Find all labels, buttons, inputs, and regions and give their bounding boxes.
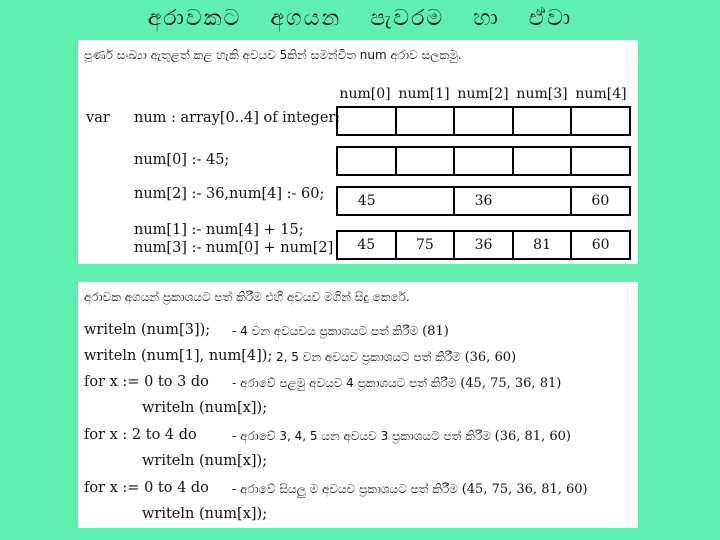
array-assignment-panel xyxy=(78,40,638,264)
explanation-note xyxy=(232,376,561,391)
array-cell: 81 xyxy=(514,232,573,258)
array-cell xyxy=(455,108,514,134)
array-cell: 60 xyxy=(591,237,610,253)
code-line: writeln (num[x]); xyxy=(142,400,268,416)
array-cell xyxy=(397,148,456,174)
array-cell xyxy=(572,108,629,134)
explanation-note xyxy=(232,429,571,444)
code-line: writeln (num[3]); xyxy=(84,322,211,338)
var-keyword: var xyxy=(86,110,110,126)
intro-text: පූර්ණ සංඛ්‍යා ඇතුළත් කළ හැකි අවයව 5කින් සමන්විත num අරාව සලකමු. xyxy=(84,48,462,62)
array-cell: 60 xyxy=(591,193,610,209)
note-value: (81) xyxy=(422,324,449,339)
array-row-4 xyxy=(336,230,631,260)
code-line: for x : 2 to 4 do xyxy=(84,427,197,443)
array-cell: 45 xyxy=(338,232,397,258)
header-num1: num[1] xyxy=(398,86,450,102)
array-cell xyxy=(572,148,629,174)
array-cell: 36 xyxy=(455,232,514,258)
array-cell: 36 xyxy=(474,193,493,209)
array-cell xyxy=(338,108,397,134)
statement-1: num[0] :- 45; xyxy=(134,152,230,168)
explanation-note xyxy=(232,482,588,497)
note-value: (45, 75, 36, 81) xyxy=(460,376,562,391)
statement-3b: num[3] :- num[0] + num[2] xyxy=(134,240,334,256)
array-cell: 45 xyxy=(357,193,376,209)
note-text: - අරාවේ සියලු ම අවයව ප්‍රකාශයට පත් කිරීම xyxy=(232,482,458,496)
explanation-note xyxy=(276,350,516,365)
code-line: for x := 0 to 4 do xyxy=(84,480,209,496)
explanation-note xyxy=(232,324,449,339)
array-row-empty-1 xyxy=(336,106,631,136)
code-line: writeln (num[x]); xyxy=(142,453,268,469)
output-intro-text: අරාවක අගයන් ප්‍රකාශයට පත් කිරීම එහි අවයව මගින් සිදු කෙරේ. xyxy=(84,290,410,304)
array-cell xyxy=(514,148,573,174)
note-text: - අරාවේ 3, 4, 5 යන අවයව 3 ප්‍රකාශයට පත් කිරීම xyxy=(232,429,491,443)
code-line: writeln (num[x]); xyxy=(142,506,268,522)
note-text: - 4 වන අවයවය ප්‍රකාශයට පත් කිරීම xyxy=(232,324,419,338)
header-num3: num[3] xyxy=(516,86,568,102)
note-value: (45, 75, 36, 81, 60) xyxy=(461,482,588,497)
array-row-3 xyxy=(336,186,631,216)
declaration: num : array[0..4] of integer; xyxy=(134,110,341,126)
note-text: 2, 5 වන අවයව ප්‍රකාශයට පත් කිරීම xyxy=(276,350,461,364)
slide-title: අරාවකට අගයන පැවරම හා ඒවා xyxy=(147,6,573,31)
note-value: (36, 81, 60) xyxy=(494,429,571,444)
array-cell xyxy=(455,148,514,174)
array-cell xyxy=(397,108,456,134)
array-cell xyxy=(512,188,571,214)
array-cell: 75 xyxy=(397,232,456,258)
array-cell xyxy=(395,188,454,214)
array-output-panel xyxy=(78,282,638,528)
array-row-empty-2 xyxy=(336,146,631,176)
array-cell xyxy=(514,108,573,134)
header-num0: num[0] xyxy=(339,86,391,102)
note-value: (36, 60) xyxy=(464,350,517,365)
note-text: - අරාවේ පළමු අවයව 4 ප්‍රකාශයට පත් කිරීම xyxy=(232,376,457,390)
statement-3a: num[1] :- num[4] + 15; xyxy=(134,222,304,238)
code-line: for x := 0 to 3 do xyxy=(84,374,209,390)
array-cell xyxy=(338,148,397,174)
header-num2: num[2] xyxy=(457,86,509,102)
code-line: writeln (num[1], num[4]); xyxy=(84,348,273,364)
statement-2: num[2] :- 36,num[4] :- 60; xyxy=(134,186,325,202)
header-num4: num[4] xyxy=(575,86,627,102)
